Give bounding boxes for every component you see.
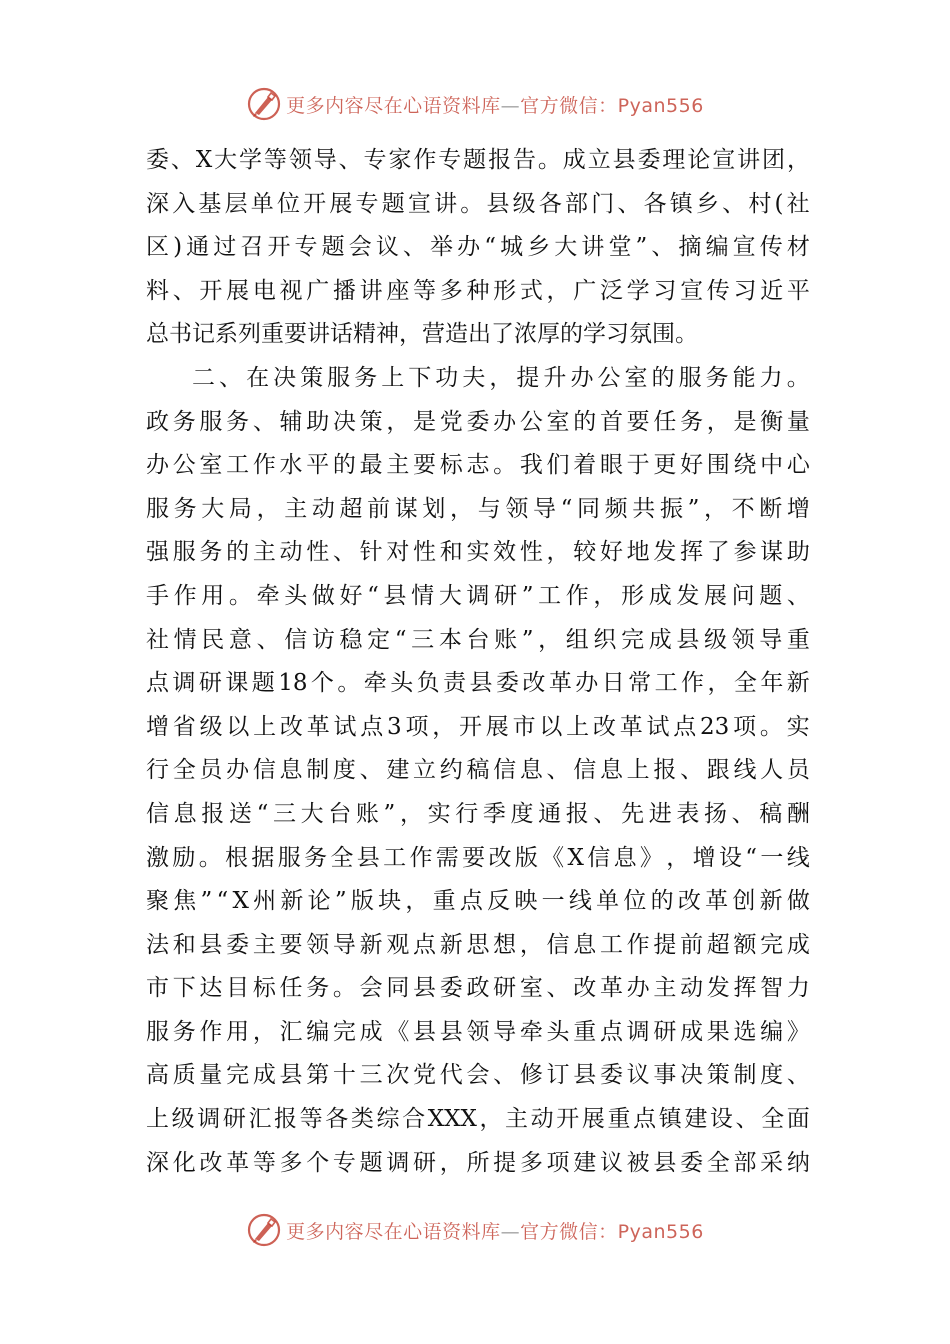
banner-dash: — (500, 1220, 521, 1243)
text-line: 社 情 民 意 、 信 访 稳 定 “ 三 本 台 账 ” ， 组 织 完 成 县 级 领 导 重 (146, 626, 810, 653)
text-line: 服 务 作 用 ， 汇 编 完 成 《 县 县 领 导 牵 头 重 点 调 研 成 果 选 编 》 (146, 1018, 810, 1045)
pen-logo-icon (246, 86, 282, 122)
text-line: 市 下 达 目 标 任 务 。 会 同 县 委 政 研 室 、 改 革 办 主 动 发 挥 智 力 (146, 975, 810, 1002)
text-line: 总书记系列重要讲话精神，营造出了浓厚的学习氛围。 (146, 321, 698, 348)
text-line: 增 省 级 以 上 改 革 试 点 3 项 ， 开 展 市 以 上 改 革 试 点 23 项 。 实 (146, 713, 810, 740)
text-line: 深 化 改 革 等 多 个 专 题 调 研 ， 所 提 多 项 建 议 被 县 委 全 部 采 纳 (146, 1149, 810, 1176)
text-line: 高 质 量 完 成 县 第 十 三 次 党 代 会 、 修 订 县 委 议 事 决 策 制 度 、 (146, 1062, 810, 1089)
banner-dash: — (500, 94, 521, 117)
paragraph (146, 357, 810, 1185)
footer-banner-text (286, 1217, 704, 1244)
text-line: 区 ) 通 过 召 开 专 题 会 议 、 举 办 “ 城 乡 大 讲 堂 ” 、 摘 编 宣 传 材 (146, 234, 810, 261)
pen-logo-icon (246, 1212, 282, 1248)
text-line: 聚 焦 ” “ X 州 新 论 ” 版 块 ， 重 点 反 映 一 线 单 位 的 改 革 创 新 做 (146, 888, 810, 915)
text-line: 政 务 服 务 、 辅 助 决 策 ， 是 党 委 办 公 室 的 首 要 任 务 ， 是 衡 量 (146, 408, 810, 435)
text-line: 深 入 基 层 单 位 开 展 专 题 宣 讲 。 县 级 各 部 门 、 各 镇 乡 、 村 ( 社 (146, 190, 810, 217)
text-line: 法 和 县 委 主 要 领 导 新 观 点 新 思 想 ， 信 息 工 作 提 前 超 额 完 成 (146, 931, 810, 958)
text-line: 手 作 用 。 牵 头 做 好 “ 县 情 大 调 研 ” 工 作 ， 形 成 发 展 问 题 、 (146, 582, 810, 609)
banner-main-text: 更多内容尽在心语资料库 (286, 1220, 501, 1243)
text-line: 信 息 报 送 “ 三 大 台 账 ” ， 实 行 季 度 通 报 、 先 进 表 扬 、 稿 酬 (146, 800, 810, 827)
banner-contact-text: 官方微信：Pyan556 (520, 1220, 704, 1243)
header-banner (0, 84, 950, 124)
text-line: 二 、 在 决 策 服 务 上 下 功 夫 ， 提 升 办 公 室 的 服 务 能 力 。 (192, 364, 810, 391)
banner-main-text: 更多内容尽在心语资料库 (286, 94, 501, 117)
paragraph (146, 139, 810, 357)
text-line: 办 公 室 工 作 水 平 的 最 主 要 标 志 。 我 们 着 眼 于 更 好 围 绕 中 心 (146, 452, 810, 479)
document-body (146, 139, 810, 1185)
text-line: 服 务 大 局 ， 主 动 超 前 谋 划 ， 与 领 导 “ 同 频 共 振 ” ， 不 断 增 (146, 495, 810, 522)
footer-banner (0, 1210, 950, 1250)
text-line: 料 、 开 展 电 视 广 播 讲 座 等 多 种 形 式 ， 广 泛 学 习 宣 传 习 近 平 (146, 277, 810, 304)
banner-contact-text: 官方微信：Pyan556 (520, 94, 704, 117)
text-line: 上 级 调 研 汇 报 等 各 类 综 合 XXX ， 主 动 开 展 重 点 镇 建 设 、 全 面 (146, 1106, 810, 1133)
text-line: 激 励 。 根 据 服 务 全 县 工 作 需 要 改 版 《 X 信 息 》 ， 增 设 “ 一 线 (146, 844, 810, 871)
header-banner-text (286, 91, 704, 118)
text-line: 行 全 员 办 信 息 制 度 、 建 立 约 稿 信 息 、 信 息 上 报 、 跟 线 人 员 (146, 757, 810, 784)
text-line: 委 、 X 大 学 等 领 导 、 专 家 作 专 题 报 告 。 成 立 县 委 理 论 宣 讲 团 ， (146, 147, 810, 173)
text-line: 强 服 务 的 主 动 性 、 针 对 性 和 实 效 性 ， 较 好 地 发 挥 了 参 谋 助 (146, 539, 810, 566)
text-line: 点 调 研 课 题 18 个 。 牵 头 负 责 县 委 改 革 办 日 常 工 作 ， 全 年 新 (146, 670, 810, 697)
